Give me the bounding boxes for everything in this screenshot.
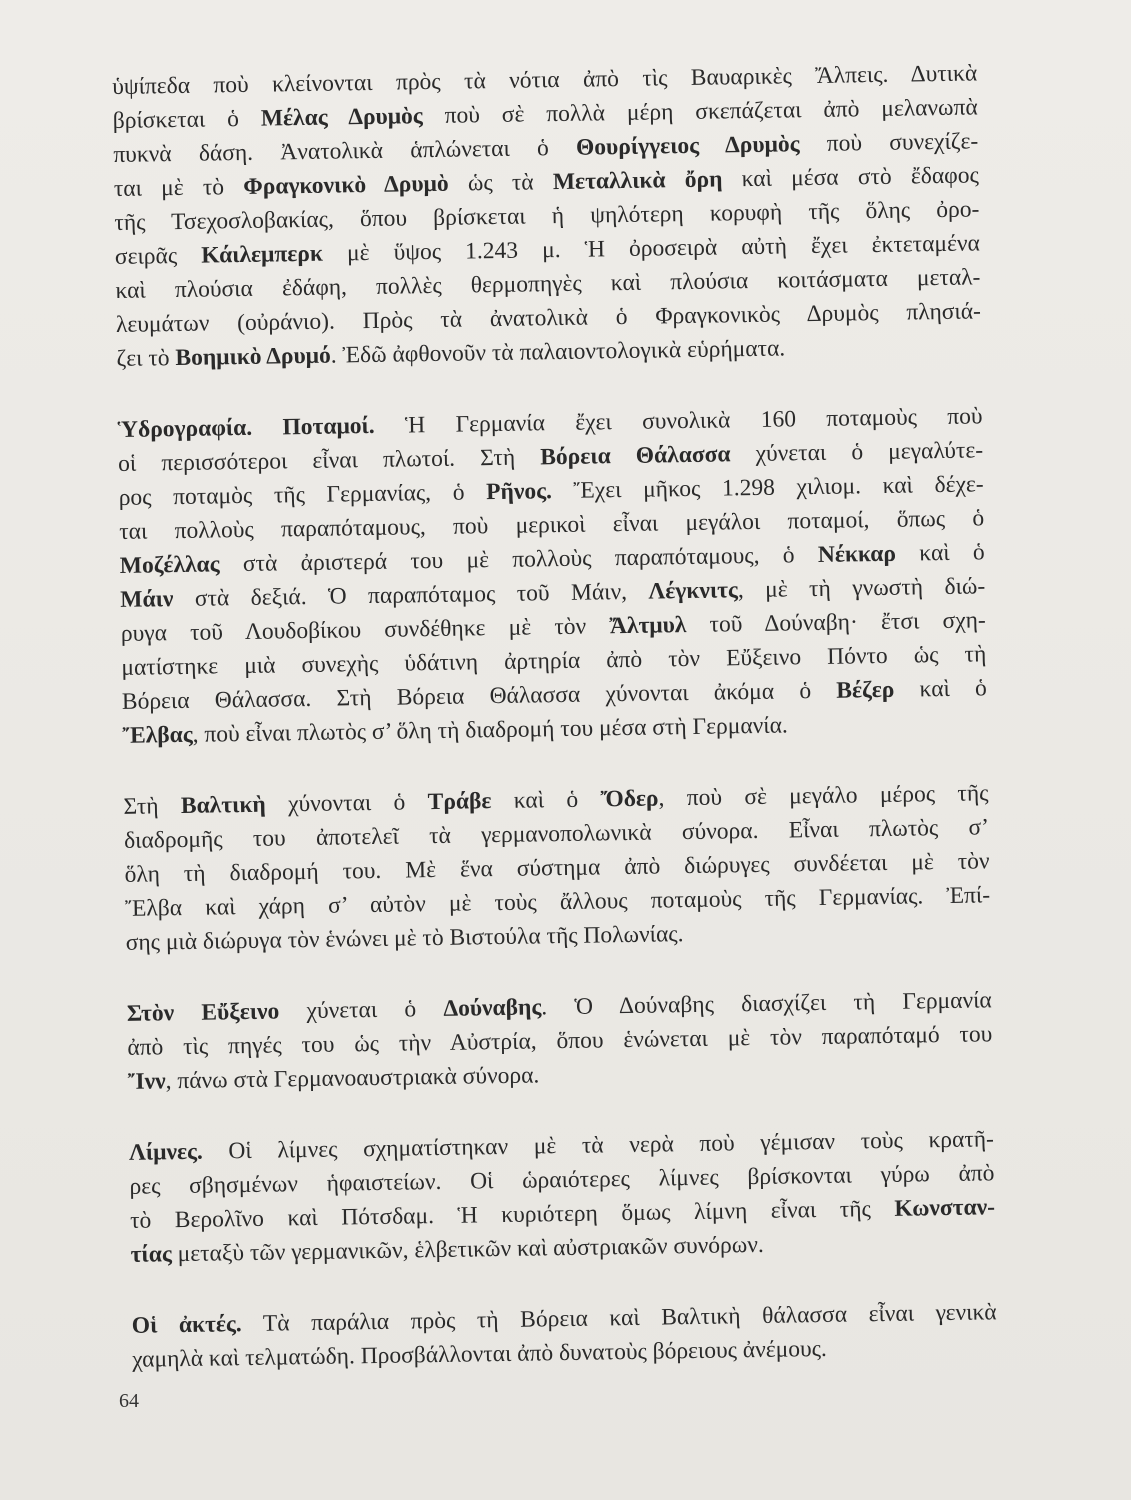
bold-term: Λίμνες. bbox=[128, 1138, 204, 1166]
text-run: ὡς τὰ bbox=[448, 169, 554, 197]
text-run: στὰ ἀριστερά του μὲ πολλοὺς παραπόταμους, ὁ bbox=[219, 541, 819, 578]
text-run: βρίσκεται ὁ bbox=[112, 105, 262, 134]
bold-term: Κωνσταν- bbox=[894, 1194, 996, 1222]
text-run: τοῦ Δούναβη· ἔτσι σχη- bbox=[686, 607, 986, 639]
bold-term: Μεταλλικὰ ὄρη bbox=[552, 166, 723, 196]
text-run: , ποὺ εἶναι πλωτὸς σ’ ὅλη τὴ διαδρομή του μέσα στὴ Γερμανία. bbox=[192, 712, 788, 748]
text-run: ται πολλοὺς παραπόταμους, ποὺ μερικοὶ εἶναι μεγάλοι ποταμοί, ὅπως ὁ bbox=[119, 505, 985, 545]
text-run: ποὺ σὲ πολλὰ μέρη σκεπάζεται ἀπὸ μελανωπὰ bbox=[422, 94, 978, 130]
bold-term: Νέκκαρ bbox=[817, 540, 897, 568]
paragraph bbox=[129, 1122, 996, 1272]
bold-term: Τράβε bbox=[427, 788, 492, 816]
text-run: ρυγα τοῦ Λουδοβίκου συνδέθηκε μὲ τὸν bbox=[120, 613, 610, 647]
text-run: στὰ δεξιά. Ὁ παραπόταμος τοῦ Μάιν, bbox=[173, 578, 649, 613]
text-run: ρες σβησμένων ἡφαιστείων. Οἱ ὡραιότερες λίμνες βρίσκονται γύρω ἀπὸ bbox=[129, 1160, 995, 1200]
bold-term: Ἴνν bbox=[127, 1068, 166, 1095]
text-run: Ἔλβα καὶ χάρη σ’ αὐτὸν μὲ τοὺς ἄλλους ποταμοὺς τῆς Γερμανίας. Ἐπί- bbox=[124, 882, 991, 922]
text-run: μεταξὺ τῶν γερμανικῶν, ἑλβετικῶν καὶ αὐστριακῶν συνόρων. bbox=[171, 1231, 764, 1268]
text-run: Βόρεια Θάλασσα. Στὴ Βόρεια Θάλασσα χύνονται ἀκόμα ὁ bbox=[121, 677, 837, 715]
bold-term: Στὸν Εὔξεινο bbox=[126, 998, 280, 1027]
text-run: χύνονται ὁ bbox=[265, 789, 428, 818]
text-run: τῆς Τσεχοσλοβακίας, ὅπου βρίσκεται ἡ ψηλότερη κορυφὴ τῆς ὅλης ὀρο- bbox=[114, 196, 980, 236]
paragraph bbox=[112, 56, 982, 376]
text-run: χαμηλὰ καὶ τελματώδη. Προσβάλλονται ἀπὸ δυνατοὺς βόρειους ἀνέμους. bbox=[132, 1335, 827, 1373]
paragraph bbox=[127, 983, 993, 1099]
bold-term: Ὑδρογραφία. Ποταμοί. bbox=[117, 412, 375, 443]
text-run: ματίστηκε μιὰ συνεχὴς ὑδάτινη ἀρτηρία ἀπὸ τὸν Εὔξεινο Πόντο ὡς τὴ bbox=[121, 641, 987, 681]
text-run: χύνεται ὁ bbox=[279, 995, 444, 1025]
bold-term: Βόρεια Θάλασσα bbox=[540, 441, 731, 471]
text-run: καὶ ὁ bbox=[491, 786, 601, 815]
text-run: τὸ Βερολῖνο καὶ Πότσδαμ. Ἡ κυριότερη ὅμως λίμνη εἶναι τῆς bbox=[129, 1195, 895, 1234]
text-run: ρος ποταμὸς τῆς Γερμανίας, ὁ bbox=[118, 479, 487, 511]
text-run: σης μιὰ διώρυγα τὸν ἑνώνει μὲ τὸ Βιστούλα τῆς Πολωνίας. bbox=[125, 921, 684, 956]
text-run: Ἡ Γερμανία ἔχει συνολικὰ 160 ποταμοὺς ποὺ bbox=[374, 403, 983, 439]
text-run: Ἔχει μῆκος 1.298 χιλιομ. καὶ δέχε- bbox=[551, 471, 984, 505]
bold-term: Μάιν bbox=[120, 586, 174, 613]
text-run: ὅλη τὴ διαδρομή του. Μὲ ἕνα σύστημα ἀπὸ διώρυγες συνδέεται μὲ τὸν bbox=[124, 848, 990, 888]
text-run: σειρᾶς bbox=[114, 242, 202, 270]
paragraph bbox=[131, 1295, 997, 1377]
text-run: , μὲ τὴ γνωστὴ διώ- bbox=[737, 573, 986, 604]
text-run: καὶ πλούσια ἐδάφη, πολλὲς θερμοπηγὲς καὶ πλούσια κοιτάσματα μεταλ- bbox=[115, 264, 981, 304]
text-run: , πάνω στὰ Γερμανοαυστριακὰ σύνορα. bbox=[165, 1062, 540, 1095]
text-run: πυκνὰ δάση. Ἀνατολικὰ ἁπλώνεται ὁ bbox=[113, 134, 577, 168]
text-run: ἀπὸ τὶς πηγές του ὡς τὴν Αὐστρία, ὅπου ἑνώνεται μὲ τὸν παραπόταμό του bbox=[127, 1021, 993, 1061]
text-run: καὶ ὁ bbox=[895, 539, 985, 567]
text-run: . Ὁ Δούναβης διασχίζει τὴ Γερμανία bbox=[541, 987, 992, 1021]
bold-term: Κάιλεμπερκ bbox=[201, 240, 324, 269]
text-run: μὲ ὕψος 1.243 μ. Ἡ ὀροσειρὰ αὐτὴ ἔχει ἐκτεταμένα bbox=[322, 230, 981, 267]
bold-term: Μοζέλλας bbox=[119, 551, 220, 579]
text-run: Οἱ λίμνες σχηματίστηκαν μὲ τὰ νερὰ ποὺ γέμισαν τοὺς κρατῆ- bbox=[202, 1126, 995, 1165]
text-run: λευμάτων (οὐράνιο). Πρὸς τὰ ἀνατολικὰ ὁ Φραγκονικὸς Δρυμὸς πλησιά- bbox=[115, 298, 982, 338]
text-run: Στὴ bbox=[123, 793, 182, 820]
bold-term: Λέγκνιτς bbox=[648, 577, 739, 605]
paragraph bbox=[117, 399, 987, 753]
text-run: ται μὲ τὸ bbox=[113, 173, 244, 202]
bold-term: Ὄδερ bbox=[600, 785, 659, 813]
bold-term: Βέζερ bbox=[836, 676, 895, 704]
bold-term: Οἱ ἀκτές. bbox=[131, 1311, 242, 1339]
bold-term: Βαλτικὴ bbox=[180, 791, 266, 820]
text-run: χύνεται ὁ μεγαλύτε- bbox=[730, 437, 984, 468]
bold-term: Μέλας Δρυμὸς bbox=[260, 103, 423, 132]
bold-term: τίας bbox=[130, 1241, 172, 1268]
page-number: 64 bbox=[119, 1390, 139, 1412]
text-run: καὶ ὁ bbox=[894, 675, 988, 703]
bold-term: Δούναβης bbox=[443, 994, 542, 1022]
bold-term: Ἄλτμυλ bbox=[609, 612, 687, 640]
bold-term: Βοημικὸ Δρυμό bbox=[175, 342, 331, 372]
page-body-text bbox=[112, 56, 998, 1413]
text-run: ὑψίπεδα ποὺ κλείνονται πρὸς τὰ νότια ἀπὸ τὶς Βαυαρικὲς Ἄλπεις. Δυτικὰ bbox=[112, 60, 978, 100]
text-run: καὶ μέσα στὸ ἔδαφος bbox=[722, 162, 979, 193]
text-run: Τὰ παράλια πρὸς τὴ Βόρεια καὶ Βαλτικὴ θάλασσα εἶναι γενικὰ bbox=[241, 1299, 997, 1338]
text-run: ζει τὸ bbox=[116, 345, 176, 372]
text-run: , ποὺ σὲ μεγάλο μέρος τῆς bbox=[658, 780, 989, 812]
bold-term: Θουρίγγειος Δρυμὸς bbox=[575, 131, 800, 161]
text-run: . Ἐδῶ ἀφθονοῦν τὰ παλαιοντολογικὰ εὑρήματα. bbox=[330, 335, 786, 369]
text-run: διαδρομῆς του ἀποτελεῖ τὰ γερμανοπολωνικὰ σύνορα. Εἶναι πλωτὸς σ’ bbox=[123, 814, 990, 854]
paragraph bbox=[123, 776, 991, 960]
bold-term: Ἔλβας bbox=[122, 721, 193, 749]
text-run: οἱ περισσότεροι εἶναι πλωτοί. Στὴ bbox=[117, 444, 541, 477]
bold-term: Φραγκονικὸ Δρυμὸ bbox=[243, 170, 449, 200]
bold-term: Ρῆνος. bbox=[485, 478, 553, 506]
text-run: ποὺ συνεχίζε- bbox=[799, 128, 979, 158]
